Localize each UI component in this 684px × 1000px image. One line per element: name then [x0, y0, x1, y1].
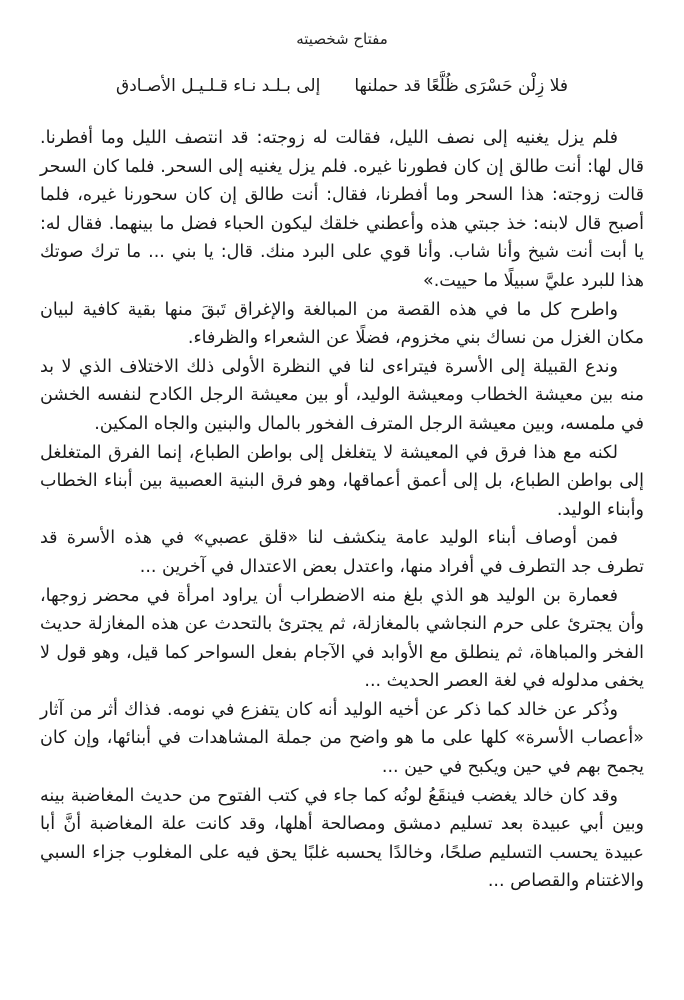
verse-hemistich-first: فلا زِلْن حَسْرَى ظُلَّعًا قد حملنها: [354, 76, 568, 96]
body-text: [40, 124, 644, 896]
paragraph: فلم يزل يغنيه إلى نصف الليل، فقالت له زوجته: قد انتصف الليل وما أفطرنا. قال لها: أنت طالق إن كان فطورنا غيره. فلم يزل يغنيه إلى السحر. فلما كان السحر قالت زوجته: هذا السحر وما أفطرنا، فقال: أنت طالق إن كان سحورنا غيره، فلما أصبح قال لابنه: خذ جبتي هذه وأعطني خلقك ليكون الحباء فضل ما بينهما. فقال له: يا أبت أنت شيخ وأنا شاب. وأنا قوي على البرد منك. قال: يا بني ... ما ترك صوتك هذا للبرد عليَّ سبيلًا ما حييت.»: [40, 128, 644, 291]
paragraph: لكنه مع هذا فرق في المعيشة لا يتغلغل إلى بواطن الطباع، إنما الفرق المتغلغل إلى بواطن الطباع، بل إلى أعمق أعماقها، وهو فرق البنية العصبية بين أبناء الخطاب وأبناء الوليد.: [40, 442, 644, 520]
paragraph: وندع القبيلة إلى الأسرة فيتراءى لنا في النظرة الأولى ذلك الاختلاف الذي لا بد منه بين معيشة الخطاب ومعيشة الوليد، أو بين معيشة الرجل الكادح لنفسه الخشن في ملمسه، وبين معيشة الرجل المترف الفخور بالمال والبنين والجاه المكين.: [40, 356, 644, 434]
paragraph: فمن أوصاف أبناء الوليد عامة ينكشف لنا «قلق عصبي» في هذه الأسرة قد تطرف جد التطرف في أفراد منها، واعتدل بعض الاعتدال في آخرين ...: [40, 528, 644, 577]
paragraph: واطرح كل ما في هذه القصة من المبالغة والإغراق تَبقَ منها بقية كافية لبيان مكان الغزل من نساك بني مخزوم، فضلًا عن الشعراء والظرفاء.: [40, 299, 644, 349]
poem-verse: [40, 74, 644, 98]
paragraph: فعمارة بن الوليد هو الذي بلغ منه الاضطراب أن يراود امرأة في محضر زوجها، وأن يجترئ على حرم النجاشي بالمغازلة، ثم يجترئ بالتحدث عن هذه المغازلة حديث الفخر والمباهاة، ثم ينطلق مع الأوابد في الآجام بفعل السواحر كما قيل، وهو قول لا يخفى مدلوله في لغة العصر الحديث ...: [40, 585, 644, 692]
verse-hemistich-second: إلى بـلـد نـاء قـلـيـل الأصـادق: [116, 76, 321, 96]
paragraph: وذُكر عن خالد كما ذكر عن أخيه الوليد أنه كان يتفزع في نومه. فذاك أثر من آثار «أعصاب الأسرة» كلها على ما هو واضح من جملة المشاهدات في أبنائها، وإن كان يجمح بهم في حين ويكبح في حين ...: [40, 699, 644, 778]
paragraph: وقد كان خالد يغضب فينقَعُ لونُه كما جاء في كتب الفتوح من حديث المغاضبة بينه وبين أبي عبيدة بعد تسليم دمشق ومصالحة أهلها، وقد كانت علة المغاضبة أنَّ أبا عبيدة يحسب التسليم صلحًا، وخالدًا يحسبه غلبًا يحق فيه على المغلوب جزاء السبي والاغتنام والقصاص ...: [40, 785, 644, 892]
running-header: مفتاح شخصيته: [296, 30, 388, 48]
